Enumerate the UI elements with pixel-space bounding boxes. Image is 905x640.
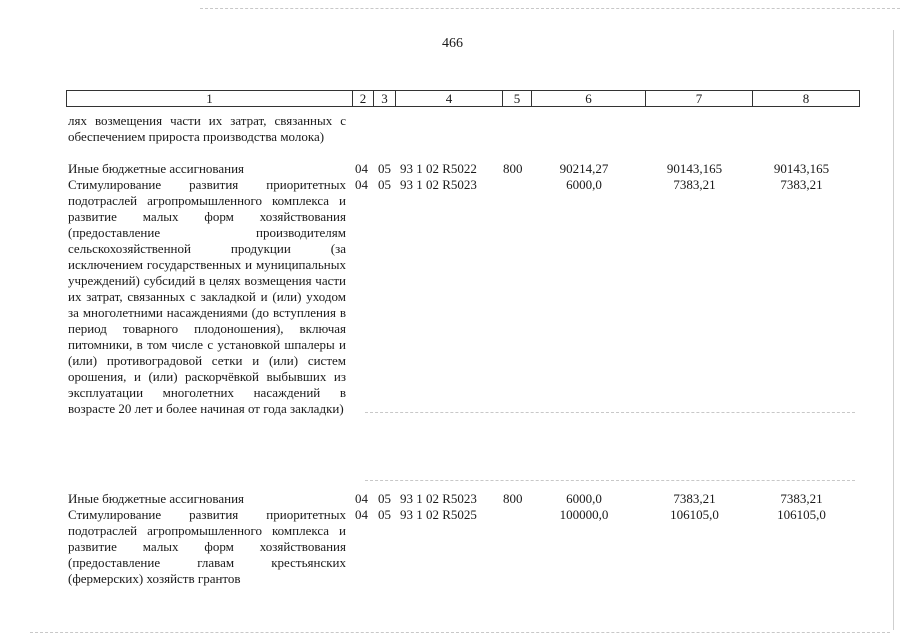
row-subsection-code: 05	[378, 491, 391, 506]
column-header-row	[67, 91, 860, 107]
row-subsection-code: 05	[378, 507, 391, 522]
row-amount-col6: 6000,0	[566, 491, 602, 506]
row-amount-col8: 7383,21	[780, 491, 823, 506]
row-target-article: 93 1 02 R5023	[400, 177, 477, 192]
row-target-article: 93 1 02 R5022	[400, 161, 477, 176]
row-description: лях возмещения части их затрат, связанных с обеспечением прироста производства молока)	[68, 113, 346, 144]
scan-artifact-line	[365, 412, 855, 413]
column-header-4: 4	[396, 91, 503, 107]
row-target-article: 93 1 02 R5023	[400, 491, 477, 506]
row-section-code: 04	[355, 507, 368, 522]
row-amount-col6: 90214,27	[559, 161, 609, 176]
row-amount-col7: 90143,165	[666, 161, 723, 176]
column-header-3: 3	[374, 91, 396, 107]
row-description: Стимулирование развития приоритетных подотраслей агропромышленного комплекса и развитие малых форм хозяйствования (предоставление производителям сельскохозяйственной продукции (за исключением государственных и муниципальных учреждений) субсидий в целях возмещения части их затрат, связанных с закладкой и (или) уходом за многолетними насаждениями (до вступления в период товарного плодоношения), включая питомники, в том числе с установкой шпалеры и (или) противоградовой сетки и (или) систем орошения, и (или) раскорчёвкой выбывших из эксплуатации многолетних насаждений в возрасте 20 лет и более начиная от года закладки)	[68, 177, 346, 416]
column-header-1: 1	[67, 91, 353, 107]
scan-artifact-line	[30, 632, 890, 633]
scan-artifact-line	[365, 480, 855, 481]
row-target-article: 93 1 02 R5025	[400, 507, 477, 522]
row-amount-col8: 90143,165	[773, 161, 830, 176]
row-amount-col6: 6000,0	[566, 177, 602, 192]
row-subsection-code: 05	[378, 177, 391, 192]
scan-artifact-line	[200, 8, 900, 9]
column-header-2: 2	[353, 91, 374, 107]
row-amount-col7: 7383,21	[673, 177, 716, 192]
row-description: Иные бюджетные ассигнования	[68, 491, 245, 506]
row-expense-type: 800	[503, 161, 523, 176]
column-header-6: 6	[532, 91, 646, 107]
row-description: Стимулирование развития приоритетных подотраслей агропромышленного комплекса и развитие малых форм хозяйствования (предоставление главам крестьянских (фермерских) хозяйств грантов	[68, 507, 346, 586]
row-section-code: 04	[355, 177, 368, 192]
row-section-code: 04	[355, 491, 368, 506]
scan-edge-mark	[893, 30, 894, 630]
row-section-code: 04	[355, 161, 368, 176]
row-expense-type: 800	[503, 491, 523, 506]
page-number: 466	[442, 36, 463, 51]
column-header-7: 7	[646, 91, 753, 107]
column-header-8: 8	[753, 91, 860, 107]
column-header-table	[66, 90, 860, 107]
row-subsection-code: 05	[378, 161, 391, 176]
row-amount-col7: 106105,0	[670, 507, 719, 522]
row-amount-col8: 7383,21	[780, 177, 823, 192]
row-description: Иные бюджетные ассигнования	[68, 161, 245, 176]
column-header-5: 5	[503, 91, 532, 107]
row-amount-col8: 106105,0	[777, 507, 826, 522]
row-amount-col6: 100000,0	[559, 507, 609, 522]
row-amount-col7: 7383,21	[673, 491, 716, 506]
